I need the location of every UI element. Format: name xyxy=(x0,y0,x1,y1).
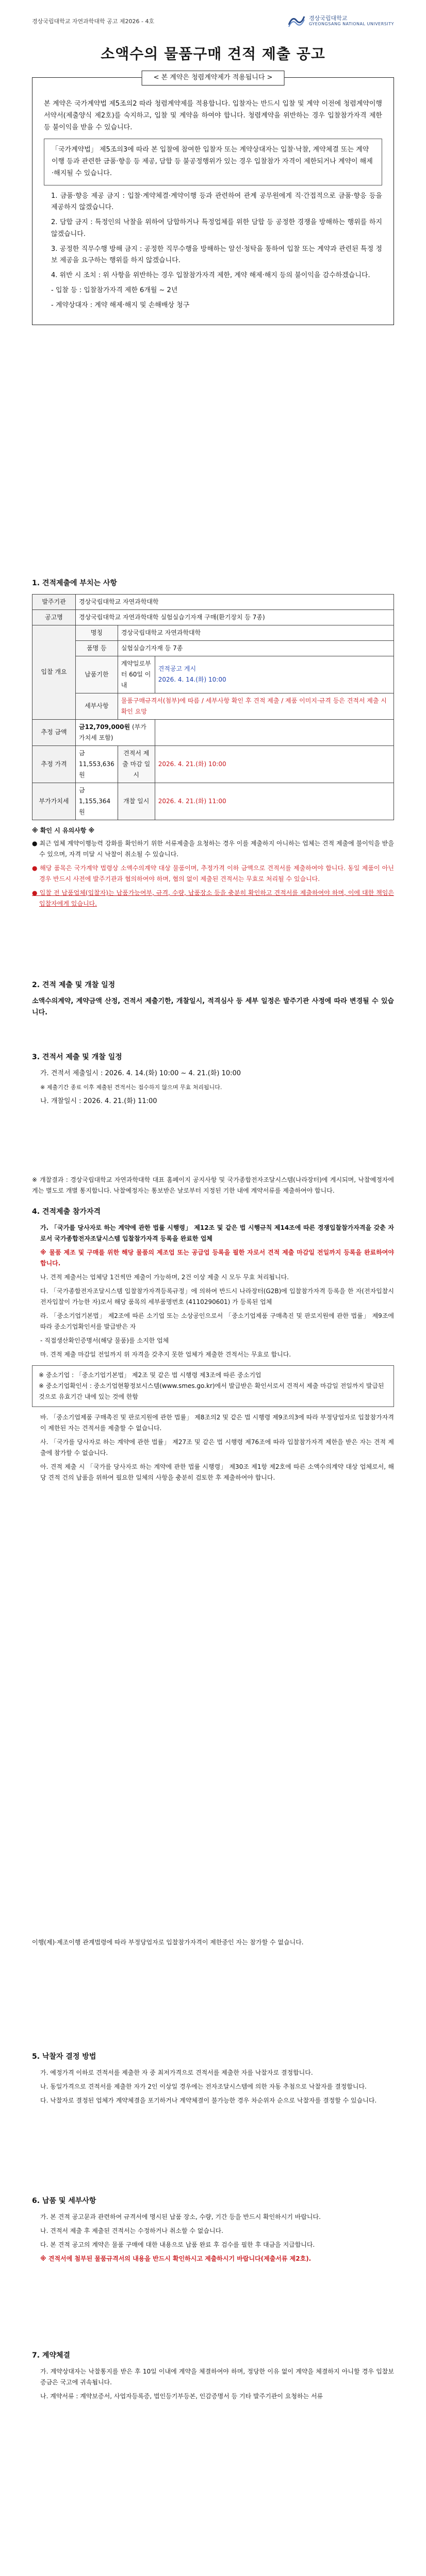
integrity-intro: 본 계약은 국가계약법 제5조의2 따라 청렴계약제를 적용합니다. 입찰자는 반드시 입찰 및 계약 이전에 청렴계약이행서약서(제출양식 제2호)를 숙지하고, 입찰 및 계약을 하여야 합니다. 청렴계약을 위반하는 경우 입찰참가자격 제한 등 불이익을 받을 수 있습니다. xyxy=(44,100,382,131)
table-cell: 부가가치세 xyxy=(32,783,76,820)
delivery-item: 나. 견적서 제출 후 제출된 견적서는 수정하거나 취소할 수 없습니다. xyxy=(40,2227,223,2234)
integrity-notice-box xyxy=(32,74,394,325)
section-5 xyxy=(32,2050,394,2109)
award-item: 가. 예정가격 이하로 견적서를 제출한 자 중 최저가격으로 견적서를 제출한 자를 낙찰자로 결정합니다. xyxy=(40,2069,313,2076)
document-header xyxy=(32,13,394,34)
schedule-item: ※ 제출기간 종료 이후 제출된 견적서는 접수하지 않으며 무효 처리됩니다. xyxy=(40,1084,222,1091)
caution-heading: ※ 확인 시 유의사항 ※ xyxy=(32,826,95,834)
qualification-item: 라. 「중소기업기본법」 제2조에 따른 소기업 또는 소상공인으로서 「중소기업제품 구매촉진 및 판로지원에 관한 법률」 제9조에 따라 중소기업확인서를 발급받은 자 xyxy=(40,1312,394,1330)
section-4 xyxy=(32,1175,394,1486)
table-row xyxy=(32,719,394,745)
integrity-item: 2. 담합 금지 : 특정인의 낙찰을 위하여 담합하거나 특정업체를 위한 담합 등 공정한 경쟁을 방해하는 행위를 하지 않겠습니다. xyxy=(51,218,382,238)
integrity-items xyxy=(44,191,382,312)
qualification-item: 사. 「국가를 당사자로 하는 계약에 관한 법률」 제27조 및 같은 법 시행령 제76조에 따라 입찰참가자격 제한을 받은 자는 견적 제출에 참가할 수 없습니다. xyxy=(40,1438,394,1456)
section-7-heading: 7. 계약체결 xyxy=(32,2351,71,2360)
table-cell: 명칭 xyxy=(76,625,118,640)
document-number: 경상국립대학교 자연과학대학 공고 제2026 - 4호 xyxy=(32,18,155,25)
table-cell: 공고명 xyxy=(32,609,76,625)
section-4-tail: 이행(제)·제조이행 관계법령에 따라 부정당업자로 입찰참가자격이 제한중인 자는 참가할 수 없습니다. xyxy=(32,1939,304,1946)
table-cell: 견적공고 게시 2026. 4. 14.(화) 10:00 xyxy=(155,656,394,693)
table-cell: 개찰 일시 xyxy=(118,783,155,820)
qualification-item: 다. 「국가종합전자조달시스템 입찰참가자격등록규정」에 의하여 반드시 나라장터(G2B)에 입찰참가자격 등록을 한 자(전자입찰시 전자입찰이 가능한 자)로서 해당 품목의 세부품명번호 (4110290601) 가 등록된 업체 xyxy=(40,1287,394,1306)
award-item: 다. 낙찰자로 결정된 업체가 계약체결을 포기하거나 계약체결이 불가능한 경우 차순위자 순으로 낙찰자를 결정할 수 있습니다. xyxy=(40,2096,377,2104)
table-row xyxy=(32,783,394,820)
qualification-item: 바. 「중소기업제품 구매촉진 및 판로지원에 관한 법률」 제8조의2 및 같은 법 시행령 제9조의3에 따라 부정당업자로 입찰참가자격이 제한된 자는 견적서를 제출할 수 없습니다. xyxy=(40,1413,394,1432)
qualification-item: 마. 견적 제출 마감일 전일까지 위 자격을 갖추지 못한 업체가 제출한 견적서는 무효로 합니다. xyxy=(40,1350,291,1358)
caution-item: ● 입찰 전 납품업체(입찰자)는 납품가능여부, 규격, 수량, 납품장소 등을 충분히 확인하고 견적서를 제출하여야 하며, 이에 대한 책임은 입찰자에게 있습니다. xyxy=(32,889,394,907)
logo-mark-icon xyxy=(287,13,306,28)
table-cell xyxy=(155,719,394,745)
section-1-heading: 1. 견적제출에 부치는 사항 xyxy=(32,579,117,587)
section-2-heading: 2. 견적 제출 및 개찰 일정 xyxy=(32,981,116,989)
table-cell: 금12,709,000원 (부가가치세 포함) xyxy=(76,719,155,745)
contract-item: 나. 계약서류 : 계약보증서, 사업자등록증, 법인등기부등본, 인감증명서 등 기타 발주기관이 요청하는 서류 xyxy=(40,2392,323,2400)
schedule-item: 가. 견적서 제출일시 : 2026. 4. 14.(화) 10:00 ~ 4. 21.(화) 10:00 xyxy=(40,1069,241,1077)
table-cell: 경상국립대학교 자연과학대학 xyxy=(76,594,394,609)
delivery-highlight: ※ 견적서에 첨부된 물품규격서의 내용을 반드시 확인하시고 제출하시기 바랍니다(제출서류 제2호). xyxy=(40,2255,312,2262)
section-7 xyxy=(32,2349,394,2405)
table-cell: 입찰 개요 xyxy=(32,625,76,719)
table-cell: 실험실습기자재 등 7종 xyxy=(118,640,394,656)
integrity-item: - 입찰 등 : 입찰참가자격 제한 6개월 ~ 2년 xyxy=(51,286,178,294)
sme-definition-box: ※ 중소기업 : 「중소기업기본법」 제2조 및 같은 법 시행령 제3조에 따른 중소기업 ※ 중소기업확인서 : 중소기업현황정보시스템(www.smes.go.kr)에서 발급받은 확인서로서 견적서 제출 마감일 전일까지 발급된 것으로 유효기간 내에 있는 것에 한함 xyxy=(32,1365,394,1407)
section-4-heading: 4. 견적제출 참가자격 xyxy=(32,1208,101,1216)
section-2 xyxy=(32,979,394,1023)
schedule-item: 나. 개찰일시 : 2026. 4. 21.(화) 11:00 xyxy=(40,1097,157,1105)
section-6-heading: 6. 납품 및 세부사항 xyxy=(32,2197,96,2205)
integrity-item: 1. 금품·향응 제공 금지 : 입찰·계약체결·계약이행 등과 관련하여 관계 공무원에게 직·간접적으로 금품·향응 등을 제공하지 않겠습니다. xyxy=(51,192,382,212)
table-cell: 발주기관 xyxy=(32,594,76,609)
delivery-item: 다. 본 견적 공고의 계약은 물품 구매에 대한 내용으로 납품 완료 후 검수를 필한 후 대금을 지급합니다. xyxy=(40,2241,315,2248)
table-row xyxy=(32,625,394,640)
contract-item: 가. 계약상대자는 낙찰통지를 받은 후 10일 이내에 계약을 체결하여야 하며, 정당한 이유 없이 계약을 체결하지 아니할 경우 입찰보증금은 국고에 귀속됩니다. xyxy=(40,2367,394,2386)
table-row xyxy=(32,693,394,719)
table-cell: 추정 금액 xyxy=(32,719,76,745)
table-cell: 경상국립대학교 자연과학대학 xyxy=(118,625,394,640)
table-row xyxy=(32,640,394,656)
table-cell: 품명 등 xyxy=(76,640,118,656)
section-2-text: 소액수의계약, 계약금액 산정, 견적서 제출기한, 개찰일시, 적격심사 등 세부 일정은 발주기관 사정에 따라 변경될 수 있습니다. xyxy=(32,997,394,1017)
table-cell: 물품구매규격서(첨부)에 따름 / 세부사항 확인 후 견적 제출 / 제품 이미지·규격 등은 견적서 제출 시 확인 요망 xyxy=(118,693,394,719)
table-cell: 계약일로부터 60일 이내 xyxy=(118,656,155,693)
university-logo xyxy=(287,13,394,28)
table-cell: 납품기한 xyxy=(76,656,118,693)
table-row xyxy=(32,594,394,609)
integrity-item: 4. 위반 시 조치 : 위 사항을 위반하는 경우 입찰참가자격 제한, 계약 해제·해지 등의 불이익을 감수하겠습니다. xyxy=(51,272,370,279)
page-title: 소액수의 물품구매 견적 제출 공고 xyxy=(101,45,325,62)
table-row xyxy=(32,656,394,693)
integrity-notice-tag: < 본 계약은 청렴계약제가 적용됩니다 > xyxy=(142,71,285,86)
result-notice: ※ 개찰결과 : 경상국립대학교 자연과학대학 대표 홈페이지 공지사항 및 국가종합전자조달시스템(나라장터)에 게시되며, 낙찰예정자에게는 별도로 개별 통지합니다. 낙찰예정자는 통보받은 날로부터 지정된 기한 내에 계약서류를 제출하여야 합니다. xyxy=(32,1176,394,1194)
table-row xyxy=(32,745,394,783)
section-3 xyxy=(32,1051,394,1110)
integrity-item: - 계약상대자 : 계약 해제·해지 및 손해배상 청구 xyxy=(51,301,190,309)
caution-notes xyxy=(32,825,394,909)
table-row xyxy=(32,609,394,625)
table-cell: 견적서 제출 마감 일시 xyxy=(118,745,155,783)
qualification-item: 가. 「국가를 당사자로 하는 계약에 관한 법률 시행령」 제12조 및 같은 법 시행규칙 제14조에 따른 경쟁입찰참가자격을 갖춘 자로서 국가종합전자조달시스템 입찰참가자격 등록을 완료한 업체 xyxy=(40,1224,394,1242)
section-6 xyxy=(32,2195,394,2267)
bid-info-table xyxy=(32,594,394,820)
table-cell: 세부사항 xyxy=(76,693,118,719)
award-item: 나. 동일가격으로 견적서를 제출한 자가 2인 이상일 경우에는 전자조달시스템에 의한 자동 추첨으로 낙찰자를 결정합니다. xyxy=(40,2082,367,2090)
qualification-item: 아. 견적 제출 시 「국가를 당사자로 하는 계약에 관한 법률 시행령」 제30조 제1항 제2호에 따른 소액수의계약 대상 업체로서, 해당 견적 건의 납품을 위하여 필요한 일체의 사항을 충분히 검토한 후 제출하여야 합니다. xyxy=(40,1463,394,1481)
caution-item: ● 최근 업체 계약이행능력 강화를 확인하기 위한 서류제출을 요청하는 경우 이를 제출하지 아니하는 업체는 견적 제출에 불이익을 받을 수 있으며, 자격 미달 시 낙찰이 취소될 수 있습니다. xyxy=(32,839,394,858)
caution-item: ● 해당 품목은 국가계약 법령상 소액수의계약 대상 물품이며, 추정가격 이하 금액으로 견적서를 제출하여야 합니다. 동일 제품이 아닌 경우 반드시 사전에 발주기관과 협의하여야 하며, 협의 없이 제출된 견적서는 무효로 처리될 수 있습니다. xyxy=(32,864,394,883)
qualification-item: 나. 견적 제출서는 업체당 1건씩만 제출이 가능하며, 2건 이상 제출 시 모두 무효 처리됩니다. xyxy=(40,1273,289,1281)
integrity-law-text: 「국가계약법」 제5조의3에 따라 본 입찰에 참여한 입찰자 또는 계약상대자는 입찰·낙찰, 계약체결 또는 계약이행 등과 관련한 금품·향응 등 제공, 담합 등 불공정행위가 있는 경우 입찰참가 자격이 제한되거나 계약이 해제·해지될 수 있습니다. xyxy=(44,139,382,185)
qualification-item: - 직접생산확인증명서(해당 물품)를 소지한 업체 xyxy=(40,1336,169,1344)
delivery-item: 가. 본 견적 공고문과 관련하여 규격서에 명시된 납품 장소, 수량, 기간 등을 반드시 확인하시기 바랍니다. xyxy=(40,2213,321,2221)
section-3-heading: 3. 견적서 제출 및 개찰 일정 xyxy=(32,1053,122,1061)
qualification-item: ※ 물품 제조 및 구매를 위한 해당 물품의 제조업 또는 공급업 등록을 필한 자로서 견적 제출 마감일 전일까지 등록을 완료하여야 합니다. xyxy=(40,1248,394,1267)
logo-text: 경상국립대학교 GYEONGSANG NATIONAL UNIVERSITY xyxy=(309,14,394,26)
table-cell: 금11,553,636원 xyxy=(76,745,118,783)
table-cell: 추정 가격 xyxy=(32,745,76,783)
table-cell: 2026. 4. 21.(화) 11:00 xyxy=(155,783,394,820)
table-cell: 경상국립대학교 자연과학대학 실험실습기자재 구매(환기장치 등 7종) xyxy=(76,609,394,625)
table-cell: 2026. 4. 21.(화) 10:00 xyxy=(155,745,394,783)
section-1 xyxy=(32,577,394,912)
table-cell: 금1,155,364원 xyxy=(76,783,118,820)
section-5-heading: 5. 낙찰자 결정 방법 xyxy=(32,2053,96,2061)
integrity-item: 3. 공정한 직무수행 방해 금지 : 공정한 직무수행을 방해하는 알선·청탁을 통하여 입찰 또는 계약과 관련된 특정 정보 제공을 요구하는 행위를 하지 않겠습니다. xyxy=(51,245,382,265)
